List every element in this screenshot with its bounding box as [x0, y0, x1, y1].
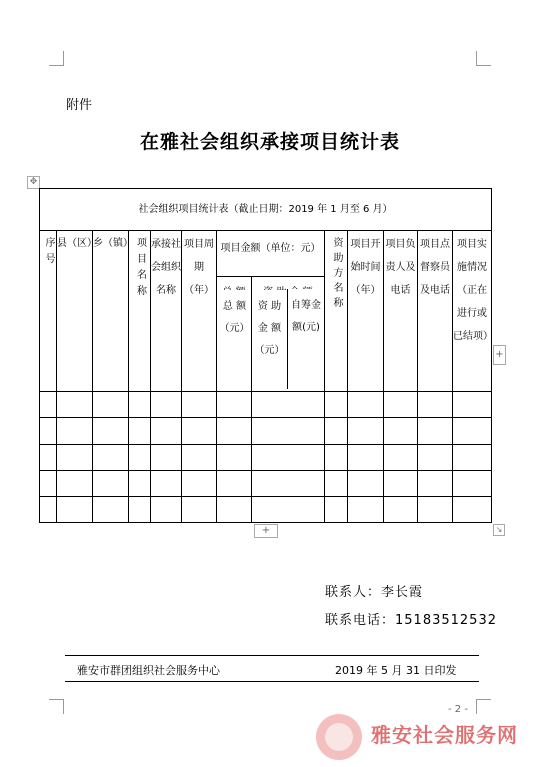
table-cell[interactable]: [325, 496, 348, 522]
table-cell[interactable]: [348, 418, 384, 444]
table-cell[interactable]: [418, 496, 453, 522]
header-period: 项目周期（年）: [182, 231, 217, 392]
table-cell[interactable]: [129, 418, 151, 444]
header-project-name: 项目名称: [129, 231, 151, 392]
page-number: - 2 -: [448, 704, 468, 715]
footer-issuer: 雅安市群团组织社会服务中心: [77, 664, 220, 677]
table-cell[interactable]: [217, 470, 252, 496]
table-cell[interactable]: [57, 418, 93, 444]
attachment-label: 附件: [66, 98, 93, 113]
table-row: [40, 470, 492, 496]
table-cell[interactable]: [217, 444, 252, 470]
table-cell[interactable]: [384, 470, 418, 496]
table-cell[interactable]: [129, 496, 151, 522]
table-cell[interactable]: [129, 470, 151, 496]
crop-mark-top-right: [476, 51, 491, 66]
table-cell[interactable]: [453, 470, 492, 496]
table-cell[interactable]: [182, 496, 217, 522]
table-cell[interactable]: [151, 392, 182, 418]
table-cell[interactable]: [151, 496, 182, 522]
table-cell[interactable]: [325, 392, 348, 418]
contact-phone: 联系电话：15183512532: [325, 613, 497, 628]
table-cell[interactable]: [182, 392, 217, 418]
table-cell[interactable]: [325, 444, 348, 470]
table-cell[interactable]: [384, 392, 418, 418]
table-cell[interactable]: [217, 496, 252, 522]
contact-person: 联系人：李长霞: [325, 585, 424, 600]
crop-mark-top-left: [49, 51, 64, 66]
table-cell[interactable]: [40, 470, 57, 496]
table-cell[interactable]: [217, 418, 252, 444]
table-cell[interactable]: [40, 418, 57, 444]
table-cell[interactable]: [252, 444, 325, 470]
header-town: 乡（镇）: [93, 231, 129, 392]
add-row-plus-icon[interactable]: +: [254, 524, 278, 538]
table-move-handle-icon[interactable]: ✥: [27, 176, 40, 189]
table-cell[interactable]: [93, 418, 129, 444]
table-cell[interactable]: [252, 496, 325, 522]
table-cell[interactable]: [384, 496, 418, 522]
table-cell[interactable]: [40, 392, 57, 418]
header-funder: 资助方名称: [325, 231, 348, 392]
table-cell[interactable]: [453, 392, 492, 418]
table-cell[interactable]: [151, 418, 182, 444]
table-row: [40, 418, 492, 444]
watermark-logo-icon: [316, 714, 362, 760]
footer-top-rule: [65, 655, 479, 656]
table-cell[interactable]: [93, 392, 129, 418]
table-cell[interactable]: [418, 444, 453, 470]
document-title: 在雅社会组织承接项目统计表: [139, 131, 400, 153]
table-cell[interactable]: [348, 392, 384, 418]
table-cell[interactable]: [348, 470, 384, 496]
table-cell[interactable]: [217, 392, 252, 418]
table-cell[interactable]: [40, 496, 57, 522]
table-cell[interactable]: [93, 496, 129, 522]
header-total-overlay: 总 额（元）: [218, 290, 251, 389]
table-cell[interactable]: [418, 470, 453, 496]
add-column-plus-icon[interactable]: +: [493, 345, 506, 365]
header-county: 县（区）: [57, 231, 93, 392]
table-cell[interactable]: [348, 496, 384, 522]
table-cell[interactable]: [325, 418, 348, 444]
header-status: 项目实施情况（正在进行或已结项）: [453, 231, 492, 392]
table-cell[interactable]: [453, 496, 492, 522]
header-funding-overlay: 资 助 金 额（元）: [252, 290, 287, 389]
header-self-raised-overlay: 自筹金额(元): [287, 289, 324, 389]
table-cell[interactable]: [40, 444, 57, 470]
table-cell[interactable]: [182, 470, 217, 496]
table-row: [40, 392, 492, 418]
header-leader: 项目负责人及电话: [384, 231, 418, 392]
table-cell[interactable]: [129, 444, 151, 470]
table-cell[interactable]: [93, 470, 129, 496]
table-cell[interactable]: [252, 418, 325, 444]
table-caption: 社会组织项目统计表（截止日期：2019 年 1 月至 6 月）: [40, 189, 492, 231]
table-resize-icon[interactable]: ↘: [493, 524, 505, 536]
table-cell[interactable]: [348, 444, 384, 470]
watermark-text: 雅安社会服务网: [371, 723, 518, 747]
footer-bottom-rule: [65, 681, 479, 682]
table-cell[interactable]: [252, 470, 325, 496]
table-cell[interactable]: [453, 444, 492, 470]
table-cell[interactable]: [252, 392, 325, 418]
table-row: [40, 496, 492, 522]
table-cell[interactable]: [151, 470, 182, 496]
table-cell[interactable]: [384, 418, 418, 444]
crop-mark-bottom-left: [49, 699, 64, 714]
header-supervisor: 项目点督察员及电话: [418, 231, 453, 392]
header-amount-group: 项目金额（单位：元）: [217, 231, 325, 276]
table-cell[interactable]: [57, 444, 93, 470]
footer-date: 2019 年 5 月 31 日印发: [335, 664, 457, 677]
table-cell[interactable]: [129, 392, 151, 418]
header-seq: 序号: [40, 231, 57, 392]
header-org-name: 承接社会组织名称: [151, 231, 182, 392]
table-cell[interactable]: [453, 418, 492, 444]
table-cell[interactable]: [57, 392, 93, 418]
table-cell[interactable]: [418, 392, 453, 418]
table-cell[interactable]: [384, 444, 418, 470]
table-cell[interactable]: [418, 418, 453, 444]
table-cell[interactable]: [182, 418, 217, 444]
table-cell[interactable]: [182, 444, 217, 470]
table-cell[interactable]: [57, 470, 93, 496]
table-cell[interactable]: [93, 444, 129, 470]
crop-mark-bottom-right: [476, 699, 491, 714]
table-cell[interactable]: [325, 470, 348, 496]
table-cell[interactable]: [151, 444, 182, 470]
table-row: [40, 444, 492, 470]
header-start-time: 项目开始时间（年）: [348, 231, 384, 392]
table-cell[interactable]: [57, 496, 93, 522]
